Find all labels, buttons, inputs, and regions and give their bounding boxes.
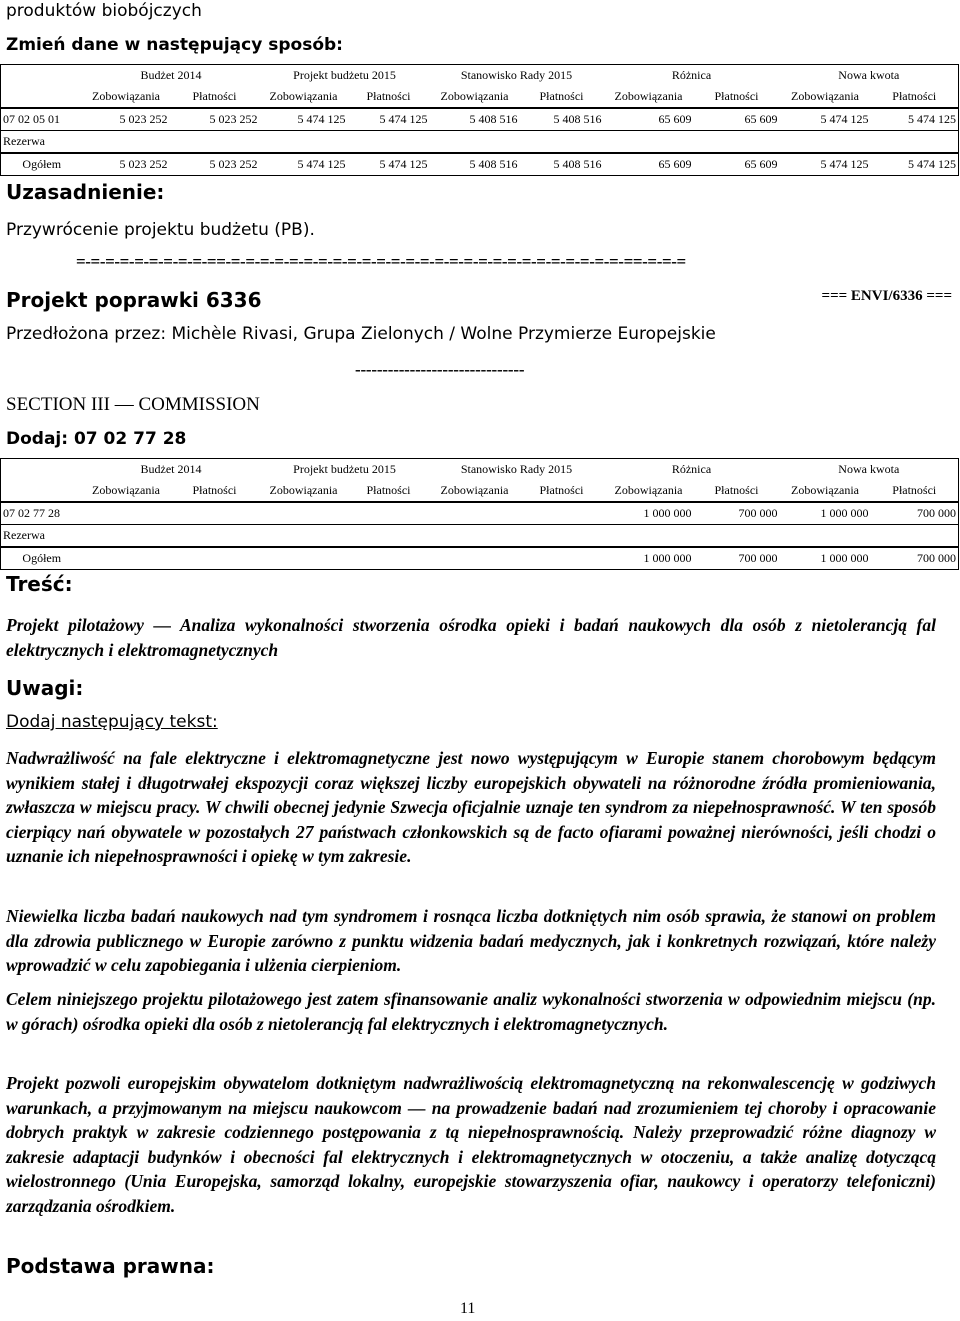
dash-line: ------------------------------- <box>355 360 525 379</box>
table-row <box>1 153 959 176</box>
table-cell: 5 474 125 <box>780 153 871 176</box>
col-group-header: Budżet 2014 <box>83 65 260 87</box>
col-group-header: Nowa kwota <box>780 459 959 481</box>
content-heading: Treść: <box>6 572 73 596</box>
section-label: SECTION III — COMMISSION <box>6 394 260 415</box>
table-header-subs <box>1 480 959 502</box>
budget-table-2 <box>0 458 959 570</box>
table-cell <box>348 502 430 525</box>
col-group-header: Projekt budżetu 2015 <box>260 65 430 87</box>
content-title: Projekt pilotażowy — Analiza wykonalności stworzenia ośrodka opieki i badań naukowych dla osób z nietolerancją fal elektrycznych i elektromagnetycznych <box>6 615 936 660</box>
add-text-label: Dodaj następujący tekst: <box>6 712 218 732</box>
table-cell: 65 609 <box>604 108 694 131</box>
table-cell: 5 023 252 <box>170 153 260 176</box>
amendment-title: Projekt poprawki 6336 <box>6 288 262 312</box>
row-label: Ogółem <box>1 547 83 570</box>
table-cell: 700 000 <box>694 502 780 525</box>
table-cell <box>348 547 430 570</box>
table-cell: 1 000 000 <box>604 547 694 570</box>
table-cell <box>260 547 348 570</box>
table-cell: 65 609 <box>694 153 780 176</box>
col-group-header: Różnica <box>604 459 780 481</box>
table-cell: 5 474 125 <box>348 108 430 131</box>
table-row <box>1 108 959 131</box>
col-sub-header: Płatności <box>871 86 959 108</box>
table-cell: 1 000 000 <box>780 547 871 570</box>
col-sub-header: Zobowiązania <box>260 86 348 108</box>
header-fragment: produktów biobójczych <box>6 1 202 21</box>
col-sub-header: Płatności <box>348 480 430 502</box>
col-group-header: Projekt budżetu 2015 <box>260 459 430 481</box>
row-label: Ogółem <box>1 153 83 176</box>
remarks-heading: Uwagi: <box>6 676 84 700</box>
row-label: 07 02 77 28 <box>1 502 83 525</box>
row-label: Rezerwa <box>1 131 83 154</box>
table-cell: 65 609 <box>604 153 694 176</box>
col-sub-header: Zobowiązania <box>604 86 694 108</box>
row-label: 07 02 05 01 <box>1 108 83 131</box>
table-row <box>1 502 959 525</box>
table-cell: 5 474 125 <box>780 108 871 131</box>
col-group-header: Budżet 2014 <box>83 459 260 481</box>
justification-text: Przywrócenie projektu budżetu (PB). <box>6 220 315 240</box>
col-sub-header: Płatności <box>694 480 780 502</box>
table-cell <box>83 502 170 525</box>
table-cell <box>520 502 604 525</box>
col-sub-header: Zobowiązania <box>430 480 520 502</box>
remark-paragraph-2: Niewielka liczba badań naukowych nad tym syndromem i rosnąca liczba dotkniętych nim osób sprawia, że stanowi on problem dla zdrowia publicznego w Europie zarówno z punktu widzenia badań medycznych, jak i konkretnych rozwiązań, które należy wprowadzić w celu zapobiegania i ulżenia cierpieniom. <box>6 906 936 975</box>
col-group-header: Stanowisko Rady 2015 <box>430 65 604 87</box>
col-sub-header: Płatności <box>170 86 260 108</box>
table-cell: 5 023 252 <box>83 153 170 176</box>
amendment-reference: === ENVI/6336 === <box>821 288 952 304</box>
col-sub-header: Zobowiązania <box>780 480 871 502</box>
table-row <box>1 131 959 154</box>
table-cell: 5 023 252 <box>170 108 260 131</box>
table-row <box>1 525 959 548</box>
table-row <box>1 547 959 570</box>
table-cell: 5 408 516 <box>520 153 604 176</box>
table-cell: 5 474 125 <box>260 108 348 131</box>
table-cell: 5 408 516 <box>520 108 604 131</box>
table-cell <box>170 502 260 525</box>
table-cell: 5 474 125 <box>260 153 348 176</box>
add-line: Dodaj: 07 02 77 28 <box>6 429 187 449</box>
col-group-header: Różnica <box>604 65 780 87</box>
col-group-header: Nowa kwota <box>780 65 959 87</box>
table-cell <box>170 547 260 570</box>
legal-basis-heading: Podstawa prawna: <box>6 1254 215 1278</box>
table-cell: 5 408 516 <box>430 108 520 131</box>
table-cell: 65 609 <box>694 108 780 131</box>
justification-heading: Uzasadnienie: <box>6 180 165 204</box>
col-sub-header: Płatności <box>520 86 604 108</box>
budget-table-1 <box>0 64 959 176</box>
col-sub-header: Płatności <box>170 480 260 502</box>
col-sub-header: Zobowiązania <box>604 480 694 502</box>
submitted-by: Przedłożona przez: Michèle Rivasi, Grupa Zielonych / Wolne Przymierze Europejskie <box>6 324 716 344</box>
col-group-header: Stanowisko Rady 2015 <box>430 459 604 481</box>
col-sub-header: Płatności <box>520 480 604 502</box>
table-cell: 5 474 125 <box>871 108 959 131</box>
table-cell: 700 000 <box>871 547 959 570</box>
table-cell <box>83 547 170 570</box>
table-header-groups <box>1 65 959 87</box>
remark-paragraph-1: Nadwrażliwość na fale elektryczne i elektromagnetyczne jest nowo występującym w Europie stanem chorobowym będącym wynikiem stałej i długotrwałej ekspozycji coraz większej liczby europejskich obywateli na różnorodne źródła promieniowania, zwłaszcza w miejscu pracy. W chwili obecnej jedynie Szwecja oficjalnie uznaje ten syndrom za niepełnosprawność. W ten sposób cierpiący nań obywatele w pozostałych 27 państwach członkowskich są de facto ofiarami poważnej nierówności, jeśli chodzi o uznanie ich niepełnosprawności i opiekę w tym zakresie. <box>6 748 936 866</box>
separator-line: =-=-=-=-=-=-=-=-=-==-=-=-=-=-=-=-=-=-=-=-=-=-=-=-=-=-=-=-=-=-=-=-=-=-=-=-=-==-=-=-= <box>76 252 686 271</box>
change-heading: Zmień dane w następujący sposób: <box>6 35 343 55</box>
table-cell: 5 474 125 <box>871 153 959 176</box>
col-sub-header: Płatności <box>348 86 430 108</box>
table-cell: 1 000 000 <box>780 502 871 525</box>
table-cell: 700 000 <box>871 502 959 525</box>
col-sub-header: Płatności <box>694 86 780 108</box>
table-cell <box>430 502 520 525</box>
table-cell: 5 408 516 <box>430 153 520 176</box>
col-sub-header: Płatności <box>871 480 959 502</box>
col-sub-header: Zobowiązania <box>83 86 170 108</box>
table-cell <box>430 547 520 570</box>
table-cell: 1 000 000 <box>604 502 694 525</box>
table-cell: 5 474 125 <box>348 153 430 176</box>
table-header-groups <box>1 459 959 481</box>
remark-paragraph-3: Celem niniejszego projektu pilotażowego jest zatem sfinansowanie analiz wykonalności stworzenia w odpowiednim miejscu (np. w górach) ośrodka opieki dla osób z nietolerancją fal elektrycznych i elektromagnetycznych. <box>6 989 936 1034</box>
page-number: 11 <box>460 1300 476 1317</box>
remark-paragraph-4: Projekt pozwoli europejskim obywatelom dotkniętym nadwrażliwością elektromagnetyczną na rekonwalescencję w godziwych warunkach, a przyjmowanym na miejscu naukowcom — na prowadzenie badań nad zrozumieniem tej choroby i opracowanie dobrych praktyk w zakresie codziennego postępowania z tą niepełnosprawnością. Należy przeprowadzić różne diagnozy w zakresie adaptacji budynków i obecności fal elektrycznych i elektromagnetycznych w otoczeniu, a także analizę dotyczącą wielostronnego (Unia Europejska, samorząd lokalny, europejskie stowarzyszenia ofiar, naukowcy i operatorzy telefoniczni) zarządzania ośrodkiem. <box>6 1073 936 1216</box>
col-sub-header: Zobowiązania <box>780 86 871 108</box>
table-header-subs <box>1 86 959 108</box>
col-sub-header: Zobowiązania <box>260 480 348 502</box>
col-sub-header: Zobowiązania <box>430 86 520 108</box>
row-label: Rezerwa <box>1 525 83 548</box>
table-cell: 5 023 252 <box>83 108 170 131</box>
table-cell <box>520 547 604 570</box>
table-cell <box>260 502 348 525</box>
col-sub-header: Zobowiązania <box>83 480 170 502</box>
table-cell: 700 000 <box>694 547 780 570</box>
